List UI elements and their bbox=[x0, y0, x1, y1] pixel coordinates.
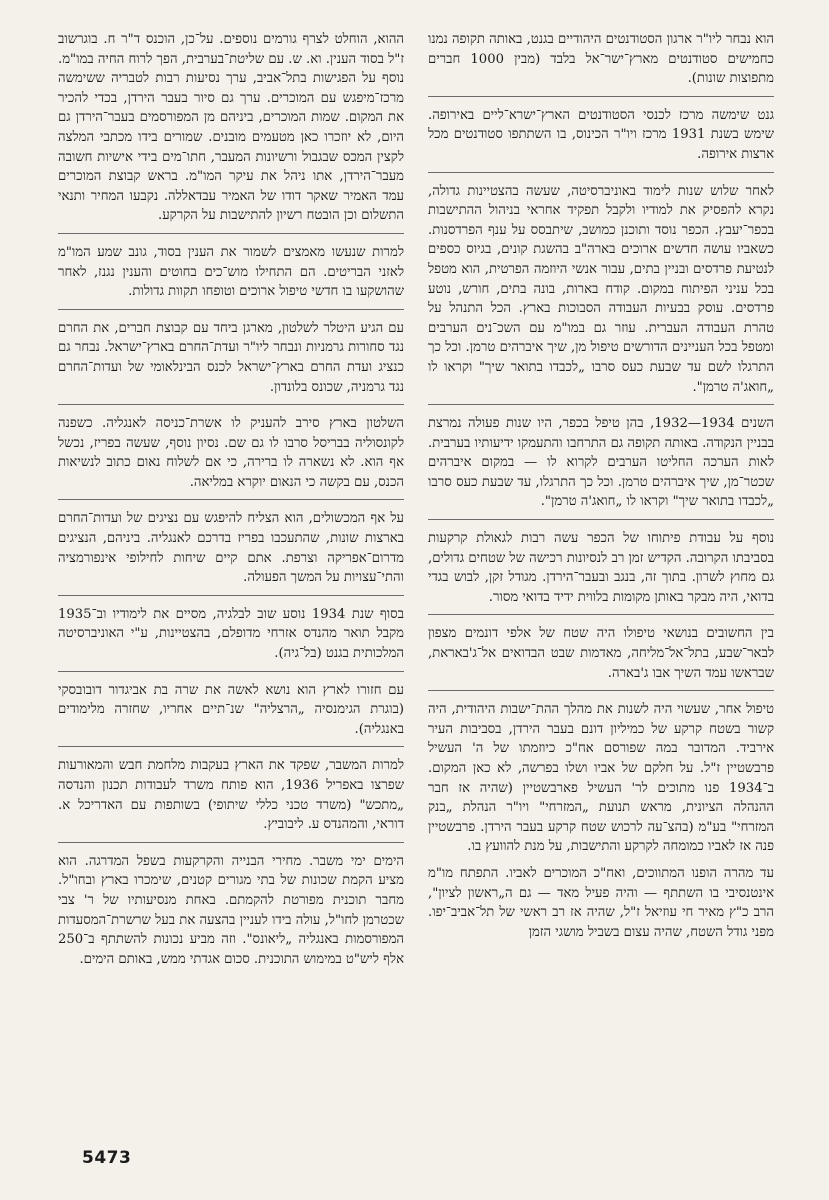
page-number: 5473 bbox=[82, 1148, 132, 1168]
paragraph-divider bbox=[58, 842, 404, 843]
paragraph: בסוף שנת 1934 נוסע שוב לבלגיה, מסיים את לימודיו וב־1935 מקבל תואר מהנדס אזרחי מדופלם, בהצטיינות, ע"י האוניברסיטה המלכותית בגנט (בל־גיה). bbox=[58, 606, 404, 662]
paragraph-divider bbox=[428, 614, 774, 615]
paragraph-divider bbox=[58, 671, 404, 672]
paragraph: השלטון בארץ סירב להעניק לו אשרת־כניסה לאנגליה. כשפנה לקונסוליה בבריסל סרבו לו גם שם. נסיון נוסף, שעשה בפריז, נכשל אף הוא. לא נשארה לו ברירה, כי אם לשלוח נאום כתוב לנשיאות הכנס, עם בקשה כי הנאום יוקרא במליאה. bbox=[58, 416, 404, 490]
paragraph-divider bbox=[428, 96, 774, 97]
paragraph: בין החשובים בנושאי טיפולו היה שטח של אלפי דונמים מצפון לבאר־שבע, בתל־אל־מליחה, מאדמות שבט הבדואים אל־ג'באראת, שבראשו עמד השיך אבו ג'בארה. bbox=[428, 626, 774, 681]
paragraph-divider bbox=[428, 690, 774, 691]
paragraph: נוסף על עבודת פיתוחו של הכפר עשה רבות לגאולת קרקעות בסביבתו הקרובה. הקדיש זמן רב לנסיונות רכישה של שטחים גדולים, גם מחוץ לשרון. בתוך זה, בנגב ובעבר־הירדן. מגודל זקן, לבוש בגדי בדואי, היה מבקר באותן מקומות בלווית ידיד בדואי מסור. bbox=[428, 531, 774, 605]
paragraph: למרות שנעשו מאמצים לשמור את הענין בסוד, גונב שמע המו"מ לאזני הבריטים. הם התחילו מוש־כים בחוטים והענין נגנז, לאחר שהושקעו בו חדשי טיפול ארוכים וטופחו תקוות גדולות. bbox=[58, 244, 404, 300]
paragraph-divider bbox=[428, 519, 774, 520]
left-column bbox=[58, 30, 404, 1130]
paragraph-divider bbox=[58, 746, 404, 747]
paragraph-divider bbox=[58, 309, 404, 310]
paragraph: לאחר שלוש שנות לימוד באוניברסיטה, שעשה בהצטיינות גדולה, נקרא להפסיק את למודיו ולקבל תפקיד אחראי בניהול ההתישבות בכפר־יעבץ. הכפר נוסד ותוכנן כמושב, שיתבסס על ענף הפרדסנות. כשאביו עושה חדשים ארוכים בארה"ב בהשגת קונים, בגיוס כספים לנטיעת פרדסים ובניין בתים, עבור אנשי היוזמה הפרטית, הוא מטפל בכל עניני הפיתוח במקום. קודח בארות, בונה בתים, חורש, נוטע פרדסים. עוסק בבעיות העבודה הסבוכות בארץ. הכל התנהל על טהרת העבודה העברית. עוזר גם במו"מ עם השכ־נים הערבים ומטפל בכל העניינים הדורשים טיפול מן, שיך איברהים טרמן. וכל כך התרגלו לשם עד שבעת כעס סרבו „לכבדו בתואר שיך" וקראו לו „חואג'ה טרמן". bbox=[428, 183, 774, 395]
document-page bbox=[58, 30, 774, 1150]
paragraph: טיפול אחר, שעשוי היה לשנות את מהלך ההת־ישבות היהודית, היה קשור בשטח קרקע של כמיליון דונם בעבר הירדן, בסביבות העיר אירביד. המדובר במה שפורסם אח"כ כיוזמתו של ה' העשיל פרבשטיין ז"ל. על חלקם של אביו ושלו בפרשה, לא כאן המקום. ב־1934 פנו מתוכים לר' העשיל פארבשטיין (שהיה אז חבר ההנהלה הציונית, מראש תנועת „המזרחי" ויו"ר הנהלת „בנק המזרחי" בע"מ (בהצ־עה לרכוש שטח קרקע בעבר הירדן. פרבשטיין פנה אז לאביו כמומחה לקרקע והתישבות, על מנת להוועץ בו. bbox=[428, 702, 774, 855]
paragraph: גנט שימשה מרכז לכנסי הסטודנטים הארץ־ישרא־ליים באירופה. שימש בשנת 1931 מרכז ויו"ר הכינוס, בו השתתפו סטודנטים מכל ארצות אירופה. bbox=[428, 107, 774, 162]
paragraph: על אף המכשולים, הוא הצליח להיפגש עם נציגים של ועדות־החרם בארצות שונות, שהתעכבו בפריז בדרכם לאנגליה. ביניהם, הנציגים מדרום־אפריקה וצרפת. אתם קיים שיחות לחילופי אינפורמציה והתי־עצויות על המשך הפעולה. bbox=[58, 511, 404, 586]
paragraph-divider bbox=[58, 499, 404, 500]
paragraph: למרות המשבר, שפקד את הארץ בעקבות מלחמת חבש והמאורעות שפרצו באפריל 1936, הוא פותח משרד לעבודות תכנון והנדסה „מתכש" (משרד טכני כללי שיתופי) בשותפות עם האדריכל א. דוראי, והמהנדס ע. ליבוביץ. bbox=[58, 758, 404, 833]
paragraph: עד מהרה הופנו המתווכים, ואח"כ המוכרים לאביו. התפתח מו"מ אינטנסיבי בו השתתף — והיה פעיל מאד — גם ה„ראשון לציון", הרב כ"ץ מאיר חי עוזיאל ז"ל, שהיה אז רב ראשי של תל־אביב־יפו. מפני גודל השטח, שהיה עצום בשביל מושגי הזמן bbox=[428, 865, 774, 940]
paragraph: עם חזורו לארץ הוא נושא לאשה את שרה בת אביגדור דובובסקי (בוגרת הגימנסיה „הרצליה" שנ־תיים אחריו, שחזרה מלימודים באנגליה). bbox=[58, 682, 404, 737]
paragraph-divider bbox=[58, 233, 404, 234]
paragraph: הוא נבחר ליו"ר ארגון הסטודנטים היהודיים בגנט, באותה תקופה נמנו כחמישים סטודנטים מארץ־ישר־אל בלבד (מבין 1000 חברים מתפוצות שונות). bbox=[428, 32, 774, 87]
two-column-layout bbox=[58, 30, 774, 1130]
paragraph: השנים 1934—1932, בהן טיפל בכפר, היו שנות פעולה נמרצת בבניין הנקודה. באותה תקופה גם התרחבו והתעמקו ידיעותיו בערבית. לאות הערכה החליטו הערבים לקרוא לו — במקום איברהים שכטר־מן, שיך איברהים טרמן. וכל כך התרגלו, עד שבעת כעס סרבו „לכבדו בתואר שיך" וקראו לו „חואג'ה טרמן". bbox=[428, 416, 774, 510]
paragraph: ההוא, הוחלט לצרף גורמים נוספים. על־כן, הוכנס ד"ר ח. בוגרשוב ז"ל בסוד הענין. וא. ש. עם שליטת־בערבית, הפך לרוח החיה במו"מ. נוסף על הפגישות בתל־אביב, ערך נסיעות רבות לטבריה ששימשה מרכז־מיפגש עם המוכרים. ערך גם סיור בעבר הירדן, בכדי להכיר את המקום. שמות המוכרים, ביניהם מן המפורסמים בעבר־הירדן גם היום, לא יוזכרו כאן מטעמים מובנים. שמורים בידו מכתבי המלצה לקצין המכס שבגבול ורשיונות המעבר, חתו־מים בידי אישיות חשובה מעבר־הירדן, אתו ניהל את עיקר המו"מ. בראש קבוצת המוכרים עמד האמיר שאקר דודו של האמיר עבדאללה. נקבעו המחיר ותנאי התשלום וכן הובטח רשיון להתישבות על הקרקע. bbox=[58, 32, 404, 224]
paragraph-divider bbox=[58, 404, 404, 405]
paragraph: הימים ימי משבר. מחירי הבנייה והקרקעות בשפל המדרגה. הוא מציע הקמת שכונות של בתי מגורים קטנים, שימכרו בארץ ובחו"ל. מחבר תוכנית מפורטת להקמתם. באחת מנסיעותיו של ר' צבי שכטרמן לחו"ל, עולה בידו לעניין בהצעה את בעל שרשרת־המסעדות המפורסמות באנגליה „ליאונס". וזה מביע נכונות להשתתף ב־250 אלף ליש"ט במימוש התוכנית. סכום אגדתי ממש, באותם הימים. bbox=[58, 853, 404, 967]
paragraph: עם הגיע היטלר לשלטון, מארגן ביחד עם קבוצת חברים, את החרם נגד סחורות גרמניות ונבחר ליו"ר ועדת־החרם בארץ־ישראל. נבחר גם כנציג ועדת החרם בארץ־ישראל לכנס הבינלאומי של ועדות־החרם נגד גרמניה, שכונס בלונדון. bbox=[58, 320, 404, 395]
paragraph-divider bbox=[58, 595, 404, 596]
right-column bbox=[428, 30, 774, 1130]
paragraph-divider bbox=[428, 404, 774, 405]
paragraph-divider bbox=[428, 172, 774, 173]
